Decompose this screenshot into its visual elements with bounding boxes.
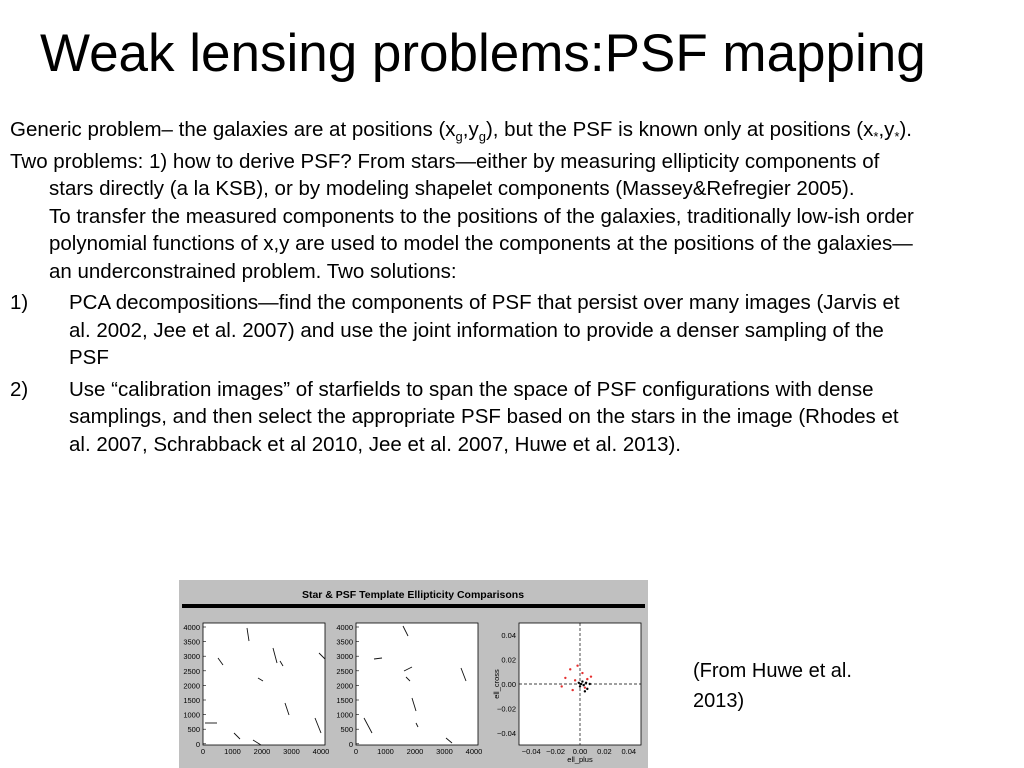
paragraph-generic-problem: [10, 116, 920, 144]
scatter-point-psf: [574, 679, 576, 681]
panel-1-ytick: 3500: [183, 637, 200, 647]
panel-2-ytick: 2000: [336, 681, 353, 691]
panel-2-ytick: 0: [348, 739, 353, 749]
p1-text-d: ,y: [878, 118, 895, 141]
panel-2-ytick: 3000: [336, 652, 353, 662]
scatter-point-psf: [584, 686, 586, 688]
panel-2-ytick: 3500: [336, 637, 353, 647]
panel-1-xtick: 2000: [253, 747, 271, 756]
p2-text: Two problems: 1) how to derive PSF? From stars—either by measuring ellipticity components of stars directly (a la KSB), or by modeling shapelet components (Massey&Refregier 2005).: [10, 149, 880, 200]
scatter-point-psf: [590, 675, 592, 677]
p1-text-c: ), but the PSF is known only at positions (x: [485, 118, 874, 141]
scatter-xtick: 0.04: [621, 747, 637, 756]
slide-body: [10, 116, 920, 462]
scatter-xtick: −0.04: [521, 747, 541, 756]
scatter-ylabel: ell_cross: [492, 669, 501, 699]
panel-2-ytick: 4000: [336, 623, 353, 632]
figure-svg: [179, 580, 648, 768]
scatter-point-psf: [586, 678, 588, 680]
panel-2-xtick: 2000: [406, 747, 424, 756]
p1-text-a: Generic problem– the galaxies are at positions (x: [10, 118, 456, 141]
paragraph-two-problems: [10, 148, 920, 286]
slide-title: Weak lensing problems:PSF mapping: [40, 24, 926, 83]
list-number-1: 1): [10, 291, 29, 314]
panel-2-xtick: 4000: [465, 747, 483, 756]
scatter-ytick: −0.04: [497, 728, 516, 738]
list-text-1: PCA decompositions—find the components of PSF that persist over many images (Jarvis et al. 2002, Jee et al. 2007) and use the joint information to provide a denser sampling of the PSF: [69, 291, 900, 369]
list-item-1: [10, 289, 920, 372]
panel-2-ytick: 1500: [336, 696, 353, 705]
panel-2-xtick: 0: [353, 747, 359, 756]
scatter-ytick: 0.02: [501, 655, 516, 665]
panel-2-xtick: 1000: [377, 747, 394, 756]
p1-sub-g1: g: [455, 129, 463, 145]
figure-caption: (From Huwe et al. 2013): [693, 660, 852, 712]
panel-1-xtick: 1000: [224, 747, 241, 756]
figure-title: Star & PSF Template Ellipticity Comparisons: [301, 589, 525, 601]
scatter-xtick: 0.00: [572, 747, 588, 756]
scatter-point-star: [580, 683, 582, 685]
list-number-2: 2): [10, 377, 29, 401]
scatter-point-psf: [564, 677, 566, 679]
scatter-ytick: 0.04: [501, 631, 516, 641]
list-text-2: Use “calibration images” of starfields to span the space of PSF configurations with dense samplings, and then select the appropriate PSF based on the stars in the image (Rhodes et al. 2007, Schrabback et al 2010, Jee et al. 2007, Huwe et al. 2013).: [69, 377, 899, 456]
scatter-point-star: [584, 690, 586, 692]
panel-1-ytick: 2500: [183, 666, 200, 676]
scatter-ytick: −0.02: [497, 704, 516, 714]
scatter-point-star: [585, 682, 587, 684]
figure-title-rule: [182, 604, 645, 608]
scatter-point-psf: [569, 668, 571, 670]
p1-sub-g2: g: [478, 129, 486, 145]
panel-1-xtick: 4000: [312, 747, 330, 756]
p1-text-b: ,y: [462, 118, 479, 141]
panel-1-xtick: 0: [200, 747, 206, 756]
panel-1-ytick: 500: [187, 725, 200, 735]
ellipticity-figure: [179, 580, 648, 768]
panel-2-ytick: 500: [340, 725, 353, 735]
scatter-ytick: 0.00: [501, 680, 516, 689]
scatter-point-star: [579, 685, 581, 687]
panel-1-ytick: 4000: [183, 623, 200, 632]
panel-1-frame: [203, 623, 325, 745]
scatter-point-star: [586, 688, 588, 690]
p2-continuation: To transfer the measured components to the positions of the galaxies, traditionally low-ish order polynomial functions of x,y are used to model the components at the positions of the galaxies— an underconstrained problem. Two solutions:: [49, 204, 914, 283]
list-item-2: [10, 376, 920, 459]
scatter-point-psf: [571, 689, 573, 691]
panel-1-ytick: 3000: [183, 652, 200, 662]
panel-1-xtick: 3000: [283, 747, 300, 756]
p1-text-e: ).: [899, 118, 912, 141]
panel-2-ytick: 1000: [336, 710, 353, 720]
scatter-point-psf: [561, 685, 563, 687]
panel-1-ytick: 1000: [183, 710, 200, 720]
panel-1-ytick: 0: [195, 739, 200, 749]
scatter-point-star: [578, 682, 580, 684]
panel-2-xtick: 3000: [436, 747, 453, 756]
scatter-xtick: −0.02: [546, 747, 566, 756]
panel-1-ytick: 2000: [183, 681, 200, 691]
scatter-xlabel: ell_plus: [567, 755, 593, 764]
p1-sub-star2: *: [894, 129, 900, 145]
panel-1-ytick: 1500: [183, 696, 200, 705]
scatter-point-star: [582, 684, 584, 686]
scatter-point-star: [581, 680, 583, 682]
p1-sub-star1: *: [873, 129, 879, 145]
panel-2-ytick: 2500: [336, 666, 353, 676]
panel-2-frame: [356, 623, 478, 745]
scatter-xtick: 0.02: [597, 747, 612, 756]
scatter-point-psf: [581, 672, 583, 674]
scatter-point-star: [589, 683, 591, 685]
scatter-point-psf: [576, 665, 578, 667]
